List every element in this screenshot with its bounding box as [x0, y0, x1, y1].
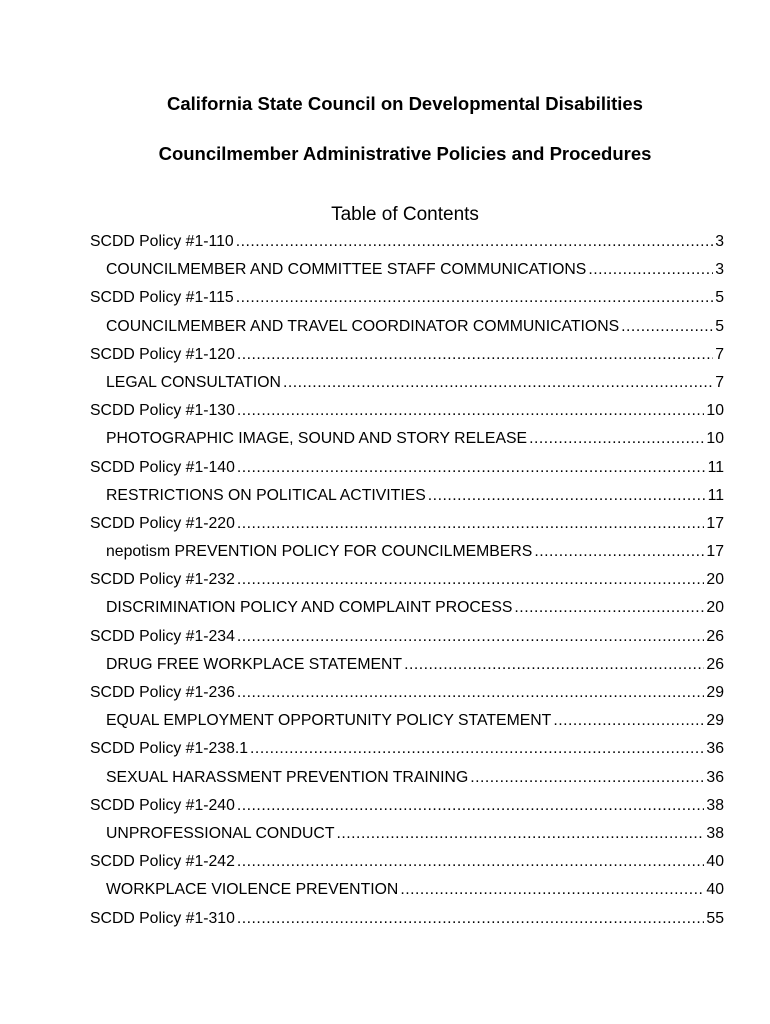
toc-dot-leader	[236, 284, 714, 312]
toc-entry-label[interactable]: SCDD Policy #1-234	[90, 627, 235, 645]
toc-dot-leader	[553, 707, 704, 735]
toc-entry-label[interactable]: SCDD Policy #1-140	[90, 458, 235, 476]
toc-entry-label[interactable]: UNPROFESSIONAL CONDUCT	[106, 824, 335, 842]
toc-entry-title[interactable]	[90, 538, 724, 566]
toc-entry-label[interactable]: SCDD Policy #1-240	[90, 796, 235, 814]
toc-page-number[interactable]: 10	[706, 430, 724, 448]
document-title: California State Council on Developmental Disabilities	[167, 93, 643, 114]
toc-dot-leader	[250, 735, 704, 763]
toc-dot-leader	[237, 397, 705, 425]
document-subtitle: Councilmember Administrative Policies and Procedures	[158, 143, 652, 164]
toc-entry-title[interactable]	[90, 594, 724, 622]
toc-page-number[interactable]: 26	[706, 627, 724, 645]
toc-dot-leader	[236, 228, 714, 256]
toc-entry-title[interactable]	[90, 707, 724, 735]
toc-page-number[interactable]: 40	[706, 881, 724, 899]
toc-entry-title[interactable]	[90, 482, 724, 510]
toc-dot-leader	[237, 510, 705, 538]
toc-page-number[interactable]: 11	[707, 458, 724, 476]
toc-entry-policy[interactable]	[90, 510, 724, 538]
toc-entry-title[interactable]	[90, 651, 724, 679]
toc-entry-label[interactable]: SCDD Policy #1-220	[90, 514, 235, 532]
toc-entry-title[interactable]	[90, 425, 724, 453]
toc-page-number[interactable]: 5	[715, 317, 724, 335]
toc-entry-label[interactable]: WORKPLACE VIOLENCE PREVENTION	[106, 881, 399, 899]
toc-page-number[interactable]: 26	[706, 655, 724, 673]
toc-entry-label[interactable]: SCDD Policy #1-236	[90, 684, 235, 701]
toc-entry-title[interactable]	[90, 369, 724, 397]
toc-page-number[interactable]: 36	[706, 768, 724, 786]
toc-entry-policy[interactable]	[90, 735, 724, 763]
toc-entry-policy[interactable]	[90, 228, 724, 256]
toc-heading: Table of Contents	[331, 204, 479, 225]
toc-entry-policy[interactable]	[90, 341, 724, 369]
toc-entry-label[interactable]: SCDD Policy #1-242	[90, 853, 235, 871]
toc-page-number[interactable]: 17	[706, 514, 724, 532]
toc-dot-leader	[237, 792, 705, 820]
toc-entry-label[interactable]: SCDD Policy #1-115	[90, 289, 234, 307]
toc-dot-leader	[237, 566, 705, 594]
toc-entry-label[interactable]: EQUAL EMPLOYMENT OPPORTUNITY POLICY STATEMENT	[106, 712, 552, 730]
toc-entry-title[interactable]	[90, 256, 724, 284]
toc-entry-label[interactable]: DISCRIMINATION POLICY AND COMPLAINT PROCESS	[106, 599, 513, 617]
toc-entry-policy[interactable]	[90, 848, 724, 876]
toc-page-number[interactable]: 3	[715, 233, 724, 250]
toc-page-number[interactable]: 5	[715, 289, 724, 307]
toc-entry-policy[interactable]	[90, 792, 724, 820]
toc-dot-leader	[428, 482, 706, 510]
toc-page-number[interactable]: 38	[706, 824, 724, 842]
toc-dot-leader	[237, 848, 705, 876]
toc-dot-leader	[529, 425, 704, 453]
toc-page-number[interactable]: 29	[706, 712, 724, 730]
toc-entry-label[interactable]: DRUG FREE WORKPLACE STATEMENT	[106, 655, 403, 673]
toc-page-number[interactable]: 7	[715, 373, 724, 391]
toc-dot-leader	[534, 538, 704, 566]
toc-entry-policy[interactable]	[90, 905, 724, 933]
toc-entry-policy[interactable]	[90, 284, 724, 312]
toc-entry-label[interactable]: SCDD Policy #1-232	[90, 571, 235, 589]
toc-page-number[interactable]: 55	[706, 909, 724, 927]
toc-page-number[interactable]: 10	[706, 402, 724, 420]
toc-entry-policy[interactable]	[90, 397, 724, 425]
toc-entry-policy[interactable]	[90, 566, 724, 594]
toc-entry-label[interactable]: nepotism PREVENTION POLICY FOR COUNCILMEMBERS	[106, 543, 533, 561]
toc-entry-policy[interactable]	[90, 679, 724, 707]
toc-entry-label[interactable]: PHOTOGRAPHIC IMAGE, SOUND AND STORY RELEASE	[106, 430, 528, 448]
toc-page-number[interactable]: 20	[706, 571, 724, 589]
toc-entry-policy[interactable]	[90, 623, 724, 651]
toc-entry-title[interactable]	[90, 820, 724, 848]
table-of-contents	[90, 228, 724, 933]
toc-page-number[interactable]: 11	[707, 486, 724, 504]
toc-dot-leader	[237, 679, 705, 707]
toc-dot-leader	[514, 594, 704, 622]
toc-dot-leader	[404, 651, 704, 679]
toc-entry-label[interactable]: LEGAL CONSULTATION	[106, 373, 281, 391]
toc-page-number[interactable]: 29	[706, 684, 724, 701]
toc-page-number[interactable]: 38	[706, 796, 724, 814]
toc-entry-title[interactable]	[90, 764, 724, 792]
toc-dot-leader	[400, 876, 704, 904]
toc-page-number[interactable]: 40	[706, 853, 724, 871]
toc-entry-label[interactable]: SCDD Policy #1-130	[90, 402, 235, 420]
toc-page-number[interactable]: 7	[715, 345, 724, 363]
toc-entry-label[interactable]: SCDD Policy #1-238.1	[90, 740, 249, 758]
toc-page-number[interactable]: 20	[706, 599, 724, 617]
toc-entry-label[interactable]: SCDD Policy #1-120	[90, 345, 235, 363]
toc-page-number[interactable]: 3	[715, 261, 724, 279]
toc-entry-label[interactable]: COUNCILMEMBER AND TRAVEL COORDINATOR COMMUNICATIONS	[106, 317, 620, 335]
toc-dot-leader	[337, 820, 705, 848]
toc-page-number[interactable]: 36	[706, 740, 724, 758]
toc-entry-policy[interactable]	[90, 454, 724, 482]
toc-dot-leader	[588, 256, 713, 284]
toc-entry-label[interactable]: COUNCILMEMBER AND COMMITTEE STAFF COMMUNICATIONS	[106, 261, 587, 279]
toc-dot-leader	[470, 764, 704, 792]
toc-dot-leader	[237, 623, 705, 651]
toc-dot-leader	[283, 369, 713, 397]
toc-entry-label[interactable]: SCDD Policy #1-110	[90, 233, 234, 250]
toc-entry-label[interactable]: SEXUAL HARASSMENT PREVENTION TRAINING	[106, 768, 469, 786]
toc-dot-leader	[237, 454, 706, 482]
toc-entry-title[interactable]	[90, 313, 724, 341]
toc-entry-label[interactable]: SCDD Policy #1-310	[90, 909, 235, 927]
toc-dot-leader	[237, 341, 713, 369]
toc-dot-leader	[621, 313, 713, 341]
toc-entry-title[interactable]	[90, 876, 724, 904]
toc-dot-leader	[237, 905, 705, 933]
toc-page-number[interactable]: 17	[706, 543, 724, 561]
toc-entry-label[interactable]: RESTRICTIONS ON POLITICAL ACTIVITIES	[106, 486, 426, 504]
